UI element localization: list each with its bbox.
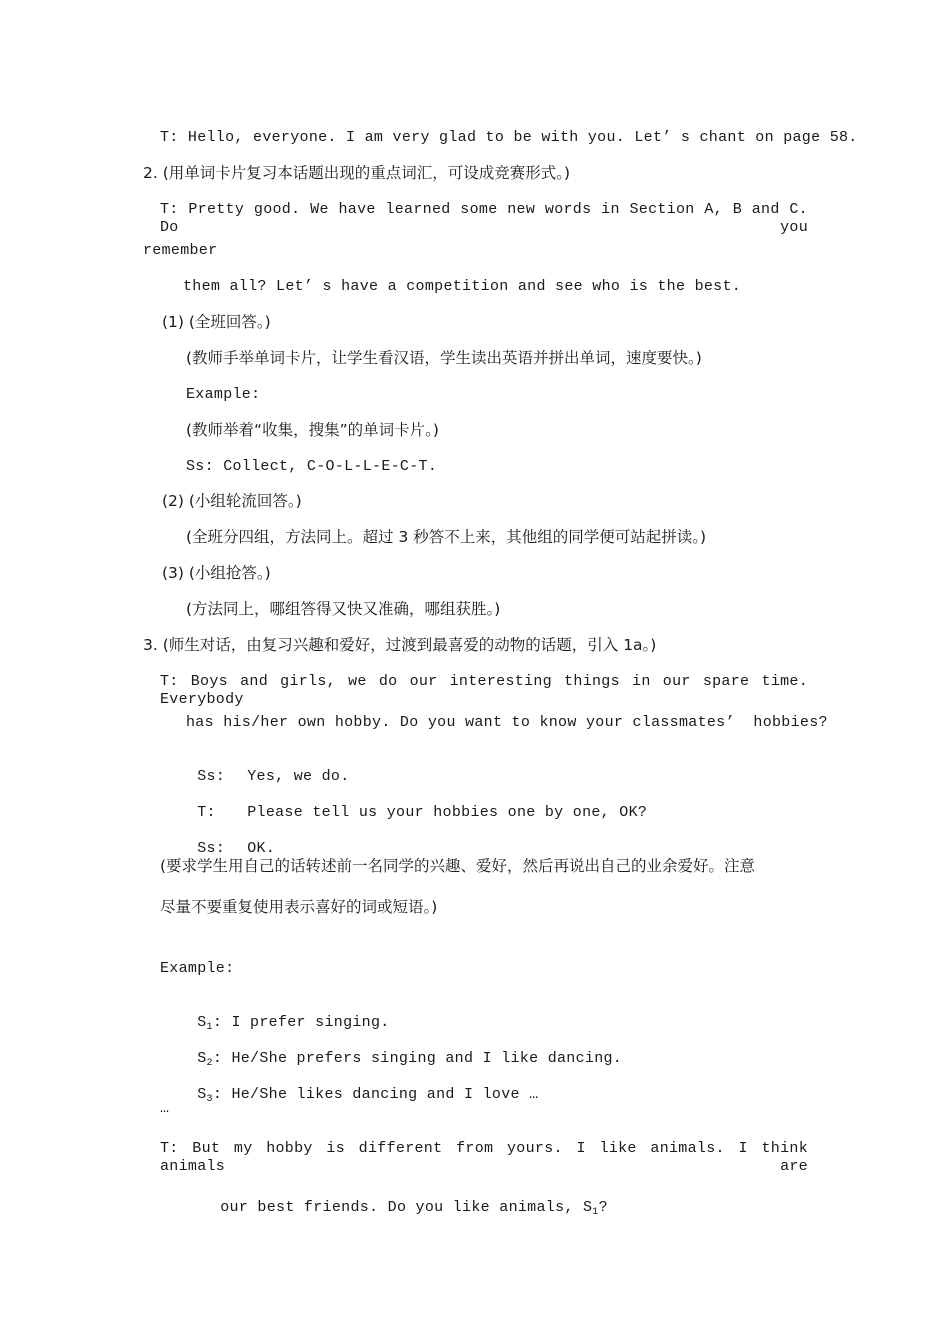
substep-2-heading: (2) (小组轮流回答。) xyxy=(162,492,302,510)
instruction-retell-line-1: (要求学生用自己的话转述前一名同学的兴趣、爱好，然后再说出自己的业余爱好。注意 xyxy=(160,857,756,875)
substep-1-instruction: (教师手举单词卡片，让学生看汉语，学生读出英语并拼出单词，速度要快。) xyxy=(186,349,702,367)
student-line: : He/She prefers singing and I like dancing. xyxy=(212,1050,623,1067)
substep-3-heading: (3) (小组抢答。) xyxy=(162,564,271,582)
speaker-label: T: xyxy=(197,804,216,821)
example-label-1: Example: xyxy=(186,386,261,403)
speaker-label: Ss: xyxy=(197,768,226,785)
student-line: : I prefer singing. xyxy=(212,1014,390,1031)
line-best-friends-text: our best friends. Do you like animals, S xyxy=(220,1199,593,1216)
student-line: : He/She likes dancing and I love … xyxy=(212,1086,539,1103)
substep-2-instruction: (全班分四组，方法同上。超过 3 秒答不上来，其他组的同学便可站起拼读。) xyxy=(186,528,707,546)
dialogue-text: Please tell us your hobbies one by one, OK? xyxy=(247,804,648,821)
line-teacher-pretty-good: T: Pretty good. We have learned some new words in Section A, B and C. Do you xyxy=(160,201,808,236)
student-label: S xyxy=(197,1014,207,1031)
example-label-2: Example: xyxy=(160,960,235,977)
student-label: S xyxy=(197,1050,207,1067)
student-number: 1 xyxy=(592,1207,599,1218)
student-label: S xyxy=(197,1086,207,1103)
speaker-label: Ss: xyxy=(197,840,226,857)
example-students-spell: Ss: Collect, C-O-L-L-E-C-T. xyxy=(186,458,438,475)
line-competition: them all? Let’ s have a competition and see who is the best. xyxy=(183,278,742,295)
line-best-friends xyxy=(183,1181,608,1240)
dialogue-text: Yes, we do. xyxy=(247,768,350,785)
student-number: 1 xyxy=(206,1022,213,1033)
step-2-heading: 2. (用单词卡片复习本话题出现的重点词汇，可设成竞赛形式。) xyxy=(143,164,571,182)
student-number: 3 xyxy=(206,1094,213,1105)
ellipsis-line: … xyxy=(160,1100,170,1117)
example-teacher-card: (教师举着“收集，搜集”的单词卡片。) xyxy=(186,421,439,439)
line-remember: remember xyxy=(143,242,218,259)
substep-1-heading: (1) (全班回答。) xyxy=(162,313,271,331)
line-hobby-question: has his/her own hobby. Do you want to know your classmates’ hobbies? xyxy=(186,714,828,731)
instruction-retell-line-2: 尽量不要重复使用表示喜好的词或短语。) xyxy=(160,898,438,916)
step-3-heading: 3. (师生对话，由复习兴趣和爱好，过渡到最喜爱的动物的话题，引入 1a。) xyxy=(143,636,657,654)
line-teacher-my-hobby: T: But my hobby is different from yours. I like animals. I think animals are xyxy=(160,1140,808,1175)
line-teacher-greeting: T: Hello, everyone. I am very glad to be with you. Let’ s chant on page 58. xyxy=(160,129,858,146)
student-number: 2 xyxy=(206,1058,213,1069)
line-teacher-boys-girls: T: Boys and girls, we do our interesting things in our spare time. Everybody xyxy=(160,673,808,708)
example-student-3 xyxy=(160,1068,538,1127)
dialogue-text: OK. xyxy=(247,840,276,857)
question-mark: ? xyxy=(598,1199,608,1216)
substep-3-instruction: (方法同上，哪组答得又快又准确，哪组获胜。) xyxy=(186,600,501,618)
